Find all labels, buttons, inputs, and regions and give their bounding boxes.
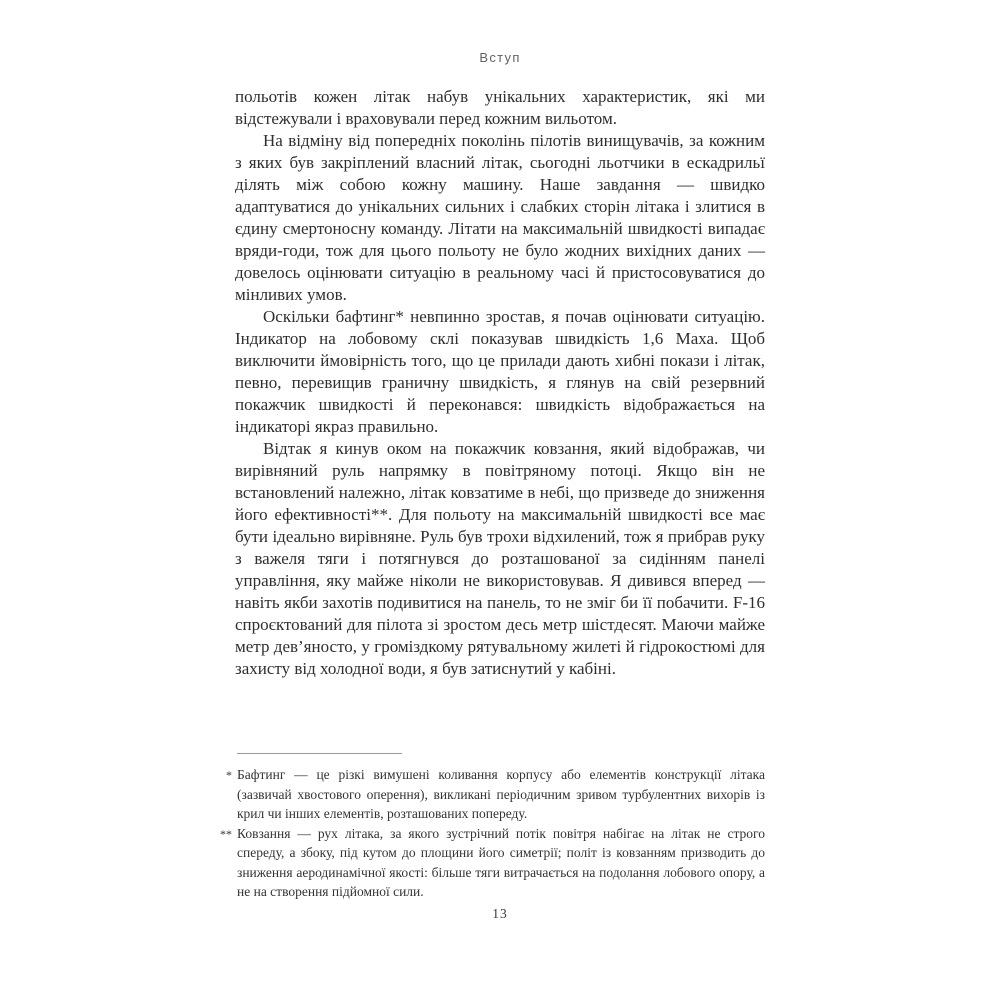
footnote-marker-1: * xyxy=(226,768,232,782)
footnote-divider xyxy=(237,753,402,754)
chapter-title: Вступ xyxy=(479,50,521,65)
footnote-2 xyxy=(220,824,765,902)
page-number: 13 xyxy=(492,906,508,921)
paragraph-4: Відтак я кинув оком на покажчик ковзання, який відображав, чи вирівняний руль напрямку в повітряному потоці. Якщо він не встановлений належно, літак ковзатиме в небі, що призведе до зниження його ефективності**. Для польоту на максимальній швидкості все має бути ідеально вирівняне. Руль був трохи відхилений, тож я прибрав руку з важеля тяги і потягнувся до розташованої за сидінням панелі управління, яку майже ніколи не використовував. Я дивився вперед — навіть якби захотів подивитися на панель, то не зміг би її побачити. F-16 спроєктований для пілота зі зростом десь метр шістдесят. Маючи майже метр дев’яносто, у громіздкому рятувальному жилеті й гідрокостюмі для захисту від холодної води, я був затиснутий у кабіні. xyxy=(235,439,765,678)
body-text xyxy=(235,86,765,680)
running-header xyxy=(0,50,1000,65)
footnotes-section xyxy=(220,753,765,902)
paragraph-1: польотів кожен літак набув унікальних характеристик, які ми відстежували і враховували перед кожним вильотом. xyxy=(235,87,765,128)
footnote-text-1: Бафтинг — це різкі вимушені коливання корпусу або елементів конструкції літака (зазвичай хвостового оперення), викликані періодичним зривом турбулентних вихорів із крил чи інших елементів, розташованих попереду. xyxy=(237,767,765,821)
paragraph-2: На відміну від попередніх поколінь пілотів винищувачів, за кожним з яких був закріплений власний літак, сьогодні льотчики в ескадрильї ділять між собою кожну машину. Наше завдання — швидко адаптуватися до унікальних сильних і слабких сторін літака і злитися в єдину смертоносну команду. Літати на максимальній швидкості випадає вряди-годи, тож для цього польоту не було жодних вихідних даних — довелось оцінювати ситуацію в реальному часі й пристосовуватися до мінливих умов. xyxy=(235,131,765,304)
footnote-1 xyxy=(226,765,765,824)
footnote-marker-2: ** xyxy=(220,826,232,841)
paragraph-3: Оскільки бафтинг* невпинно зростав, я почав оцінювати ситуацію. Індикатор на лобовому склі показував швидкість 1,6 Маха. Щоб виключити ймовірність того, що це прилади дають хибні покази і літак, певно, перевищив граничну швидкість, я глянув на свій резервний покажчик швидкості й переконався: швидкість відображається на індикаторі якраз правильно. xyxy=(235,307,765,436)
footnote-text-2: Ковзання — рух літака, за якого зустрічний потік повітря набігає на літак не строго спереду, а збоку, під кутом до площини його симетрії; політ із ковзанням призводить до зниження аеродинамічної якості: більше тяги витрачається на подолання лобового опору, а не на створення підйомної сили. xyxy=(237,825,765,899)
